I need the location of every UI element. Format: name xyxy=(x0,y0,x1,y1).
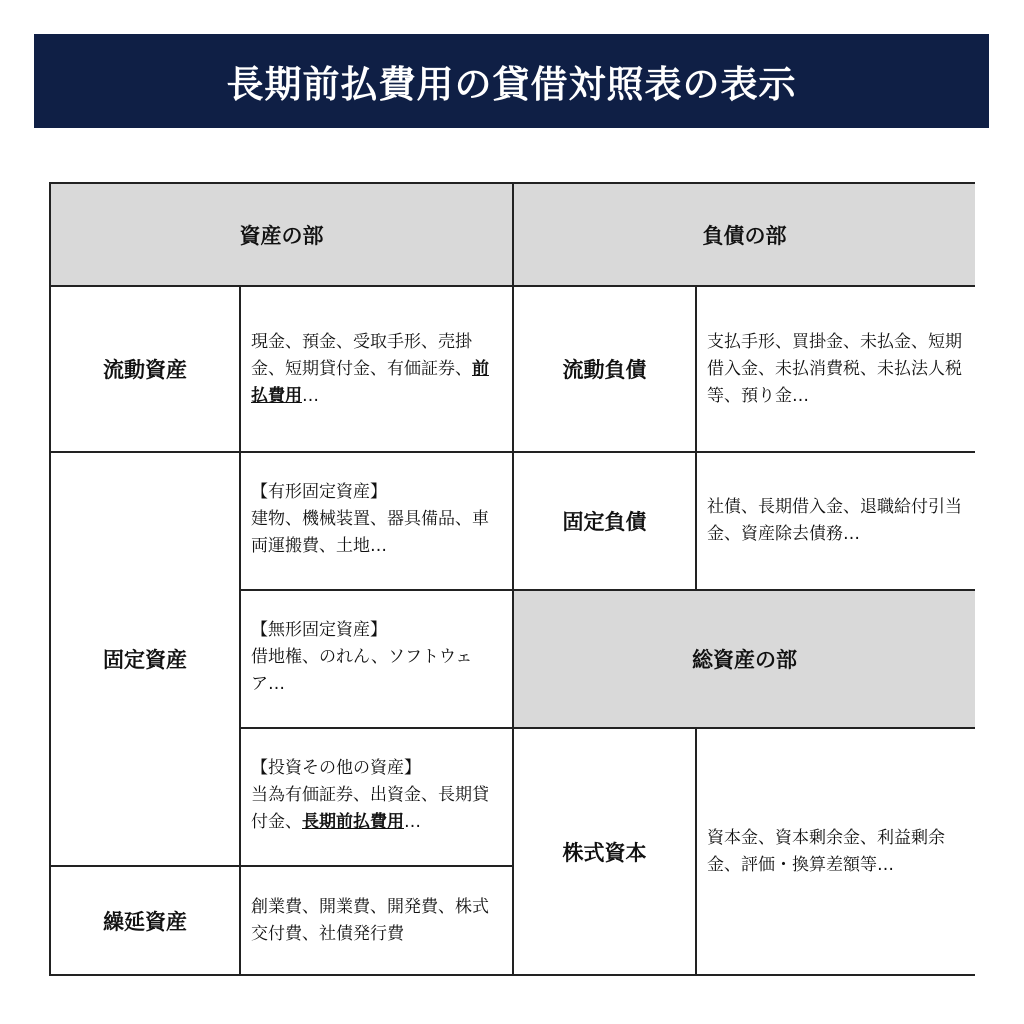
prepaid-expenses-highlight: 前払費用 xyxy=(251,358,489,406)
current-assets-text: 現金、預金、受取手形、売掛金、短期貸付金、有価証券、 xyxy=(251,331,472,379)
current-liabilities-label: 流動負債 xyxy=(562,358,647,382)
liabilities-header-label: 負債の部 xyxy=(702,223,787,248)
deferred-assets-label-cell xyxy=(51,867,241,974)
shareholders-equity-items xyxy=(697,729,975,974)
tangible-heading: 【有形固定資産】 xyxy=(251,482,387,502)
assets-header-label: 資産の部 xyxy=(239,223,324,248)
current-assets-label-cell xyxy=(51,287,241,453)
intangible-text: 借地権、のれん、ソフトウェア… xyxy=(251,647,473,694)
title-banner xyxy=(34,34,989,128)
intangible-heading: 【無形固定資産】 xyxy=(251,620,387,640)
tangible-text: 建物、機械装置、器具備品、車両運搬費、土地… xyxy=(251,509,489,556)
deferred-assets-text: 創業費、開業費、開発費、株式交付費、社債発行費 xyxy=(251,896,489,944)
current-assets-suffix: … xyxy=(302,385,319,406)
current-assets-label: 流動資産 xyxy=(103,358,187,382)
fixed-assets-label: 固定資産 xyxy=(103,648,187,672)
current-liabilities-text: 支払手形、買掛金、未払金、短期借入金、未払消費税、未払法人税等、預り金… xyxy=(707,331,962,406)
page-title: 長期前払費用の貸借対照表の表示 xyxy=(226,63,797,106)
fixed-assets-label-cell xyxy=(51,453,241,867)
balance-sheet-table xyxy=(49,182,975,976)
investments-other-assets-cell xyxy=(241,729,514,867)
shareholders-equity-label: 株式資本 xyxy=(562,840,647,865)
equity-header-label: 総資産の部 xyxy=(692,648,797,672)
investments-heading: 【投資その他の資産】 xyxy=(251,758,421,778)
current-liabilities-items xyxy=(697,287,975,453)
shareholders-equity-label-cell xyxy=(514,729,697,974)
fixed-liabilities-label: 固定負債 xyxy=(562,510,647,534)
investments-suffix: … xyxy=(404,812,421,832)
current-liabilities-label-cell xyxy=(514,287,697,453)
equity-header xyxy=(514,591,975,729)
deferred-assets-items xyxy=(241,867,514,974)
liabilities-header xyxy=(514,184,975,287)
assets-header xyxy=(51,184,514,287)
long-term-prepaid-expenses-highlight: 長期前払費用 xyxy=(302,812,404,832)
shareholders-equity-text: 資本金、資本剰余金、利益剰余金、評価・換算差額等… xyxy=(707,827,945,875)
current-assets-items xyxy=(241,287,514,453)
tangible-fixed-assets-cell xyxy=(241,453,514,591)
deferred-assets-label: 繰延資産 xyxy=(103,909,187,934)
investments-text: 当為有価証券、出資金、長期貸付金、 xyxy=(251,785,489,832)
fixed-liabilities-items xyxy=(697,453,975,591)
intangible-fixed-assets-cell xyxy=(241,591,514,729)
fixed-liabilities-text: 社債、長期借入金、退職給付引当金、資産除去債務… xyxy=(707,497,962,544)
fixed-liabilities-label-cell xyxy=(514,453,697,591)
